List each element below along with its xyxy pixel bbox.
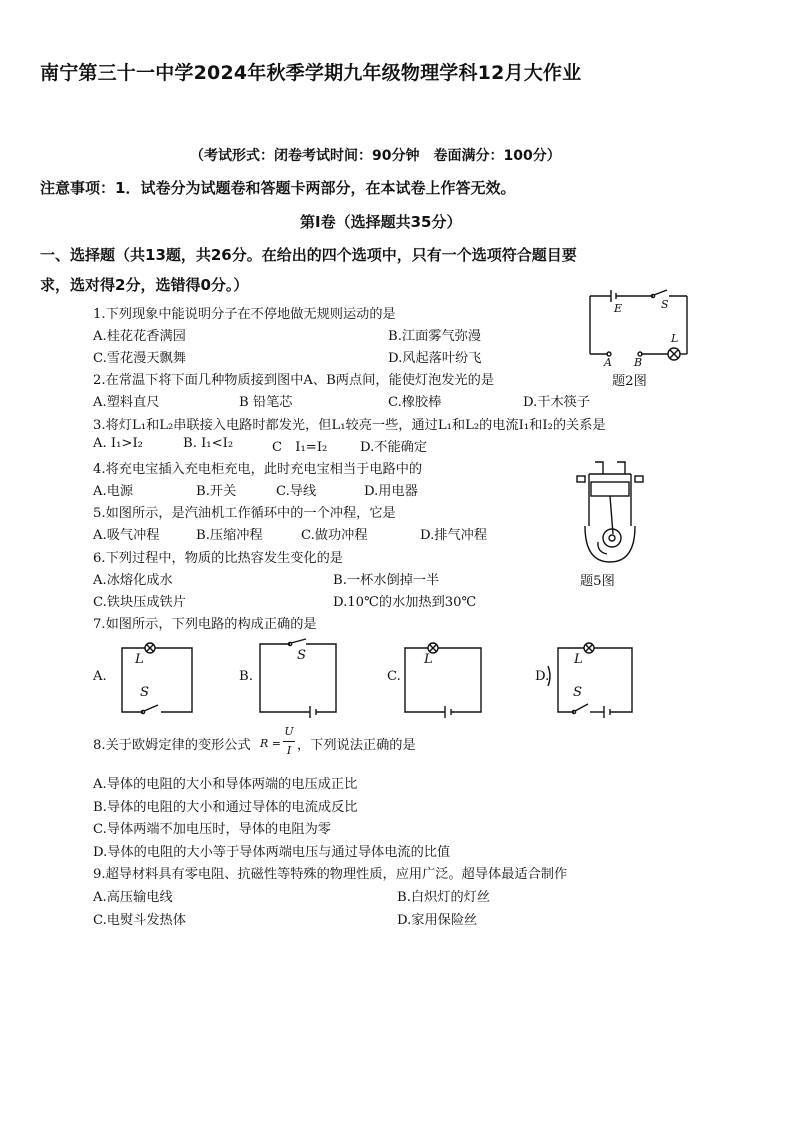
q9-option-d: D.家用保险丝 (397, 913, 478, 928)
q7-b-label-s: S (297, 648, 307, 663)
q7-circuit-d (558, 640, 638, 720)
q4-stem: 4.将充电宝插入充电柜充电，此时充电宝相当于电路中的 (93, 462, 423, 477)
q3-option-d: D.不能确定 (360, 440, 428, 455)
q3-option-c: C I₁=I₂ (272, 440, 328, 455)
fig5-caption: 题5图 (580, 574, 615, 589)
q2-option-d: D.干木筷子 (523, 395, 591, 410)
q4-option-b: B.开关 (196, 484, 237, 499)
q8-formula-denominator: I (286, 744, 292, 757)
q9-option-b: B.白炽灯的灯丝 (397, 890, 491, 905)
q6-stem: 6.下列过程中，物质的比热容发生变化的是 (93, 551, 343, 566)
q8-formula-lhs: R = (260, 737, 281, 750)
q5-stem: 5.如图所示，是汽油机工作循环中的一个冲程，它是 (93, 506, 396, 521)
q6-option-c: C.铁块压成铁片 (93, 595, 186, 610)
q5-option-b: B.压缩冲程 (196, 528, 263, 543)
q5-option-a: A.吸气冲程 (93, 528, 160, 543)
q1-option-a: A.桂花花香满园 (93, 329, 186, 344)
q1-stem: 1.下列现象中能说明分子在不停地做无规则运动的是 (93, 307, 396, 322)
q7-option-c: C. (387, 669, 401, 684)
q7-option-d: D. (535, 669, 550, 684)
q8-option-a: A.导体的电阻的大小和导体两端的电压成正比 (93, 777, 358, 792)
q9-stem: 9.超导材料具有零电阻、抗磁性等特殊的物理性质，应用广泛。超导体最适合制作 (93, 867, 568, 882)
q7-option-a: A. (93, 669, 107, 684)
q1-option-d: D.风起落叶纷飞 (388, 351, 482, 366)
q7-a-label-s: S (140, 685, 150, 700)
q8-formula-bar (283, 741, 295, 742)
figure-5-engine (575, 458, 645, 568)
fig2-label-s: S (661, 298, 669, 311)
fig2-label-b: B (634, 356, 643, 369)
q4-option-c: C.导线 (276, 484, 317, 499)
q7-circuit-c (405, 642, 485, 720)
q4-option-d: D.用电器 (364, 484, 418, 499)
q7-stem: 7.如图所示，下列电路的构成正确的是 (93, 617, 317, 632)
q2-option-b: B 铅笔芯 (239, 395, 293, 410)
part-heading-line2: 求，选对得2分，选错得0分。） (40, 276, 249, 294)
exam-info: （考试形式：闭卷考试时间：90分钟 卷面满分：100分） (190, 148, 561, 164)
q3-stem: 3.将灯L₁和L₂串联接入电路时都发光，但L₁较亮一些，通过L₁和L₂的电流I₁和I₂的关系是 (93, 418, 606, 433)
q8-stem-post: ，下列说法正确的是 (297, 738, 416, 753)
fig2-label-a: A (604, 356, 612, 369)
q4-option-a: A.电源 (93, 484, 134, 499)
q7-a-label-l: L (135, 652, 144, 667)
q3-option-b: B. I₁<I₂ (183, 436, 234, 451)
q8-option-d: D.导体的电阻的大小等于导体两端电压与通过导体电流的比值 (93, 845, 451, 860)
q5-option-c: C.做功冲程 (301, 528, 368, 543)
q5-option-d: D.排气冲程 (420, 528, 488, 543)
q7-c-label-l: L (424, 652, 433, 667)
fig2-label-e: E (614, 302, 623, 315)
part-heading-line1: 一、选择题（共13题，共26分。在给出的四个选项中，只有一个选项符合题目要 (40, 246, 577, 264)
q7-d-label-l: L (574, 652, 583, 667)
q7-option-b: B. (239, 669, 253, 684)
q1-option-c: C.雪花漫天飘舞 (93, 351, 186, 366)
q8-option-b: B.导体的电阻的大小和通过导体的电流成反比 (93, 800, 358, 815)
q8-option-c: C.导体两端不加电压时，导体的电阻为零 (93, 822, 331, 837)
q8-stem-pre: 8.关于欧姆定律的变形公式 (93, 738, 251, 753)
figure-2-circuit (585, 290, 695, 366)
q8-formula-numerator: U (284, 725, 294, 738)
q2-option-a: A.塑料直尺 (93, 395, 160, 410)
q6-option-d: D.10℃的水加热到30℃ (333, 595, 477, 610)
q1-option-b: B.江面雾气弥漫 (388, 329, 482, 344)
q9-option-c: C.电熨斗发热体 (93, 913, 186, 928)
q6-option-a: A.冰熔化成水 (93, 573, 173, 588)
section-title: 第Ⅰ卷（选择题共35分） (300, 213, 462, 231)
q2-stem: 2.在常温下将下面几种物质接到图中A、B两点间，能使灯泡发光的是 (93, 373, 495, 388)
q3-option-a: A. I₁>I₂ (93, 436, 143, 451)
q7-circuit-a (118, 640, 198, 720)
fig2-label-l: L (671, 332, 679, 345)
notice: 注意事项：1．试卷分为试题卷和答题卡两部分，在本试卷上作答无效。 (40, 179, 516, 197)
fig2-caption: 题2图 (612, 374, 647, 389)
q6-option-b: B.一杯水倒掉一半 (333, 573, 440, 588)
q9-option-a: A.高压输电线 (93, 890, 173, 905)
q2-option-c: C.橡胶棒 (388, 395, 442, 410)
page-title: 南宁第三十一中学2024年秋季学期九年级物理学科12月大作业 (40, 62, 582, 84)
q7-d-label-s: S (573, 685, 583, 700)
